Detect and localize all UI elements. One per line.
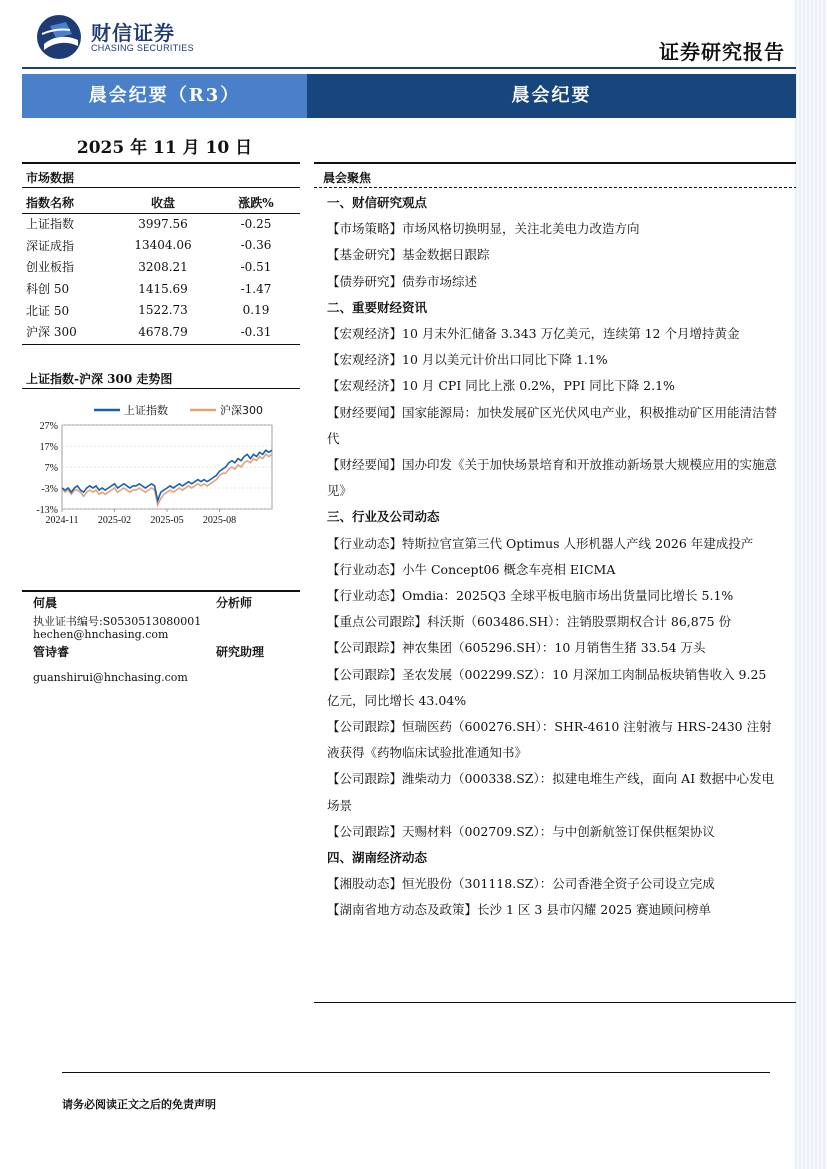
table-cell: 0.19 — [242, 303, 270, 318]
y-tick-label: -13% — [36, 505, 58, 516]
news-item: 【行业动态】Omdia：2025Q3 全球平板电脑市场出货量同比增长 5.1% — [327, 588, 734, 604]
news-item: 【行业动态】特斯拉官宣第三代 Optimus 人形机器人产线 2026 年建成投产 — [327, 535, 754, 551]
analyst-2-role: 研究助理 — [216, 645, 265, 659]
table-cell: -1.47 — [240, 281, 272, 296]
table-cell: -0.25 — [240, 216, 272, 231]
market-data-table — [26, 192, 294, 343]
focus-title: 晨会聚焦 — [323, 171, 372, 185]
news-item: 【公司跟踪】天赐材料（002709.SZ）：与中创新航签订保供框架协议 — [327, 823, 715, 839]
analyst-2-name: 管诗睿 — [33, 645, 70, 659]
chart-section-title: 上证指数-沪深 300 走势图 — [26, 372, 173, 386]
table-cell: 13404.06 — [134, 238, 192, 253]
table-cell: 创业板指 — [26, 260, 75, 275]
table-row — [26, 299, 294, 321]
table-cell: 3208.21 — [138, 259, 188, 274]
report-date: 2025 年 11 月 10 日 — [76, 138, 253, 158]
brand-name-en: CHASING SECURITIES — [91, 43, 194, 53]
news-section-heading: 二、重要财经资讯 — [327, 299, 428, 315]
column-header: 指数名称 — [26, 196, 75, 210]
y-tick-label: 17% — [39, 442, 58, 453]
table-row — [26, 278, 294, 300]
news-section-heading: 一、财信研究观点 — [327, 195, 428, 210]
table-row — [26, 235, 294, 257]
focus-top-rule — [314, 162, 796, 164]
legend-label: 沪深300 — [220, 404, 263, 417]
news-item: 【湖南省地方动态及政策】长沙 1 区 3 县市闪耀 2025 赛迪顾问榜单 — [327, 902, 712, 918]
focus-title-rule — [314, 187, 796, 188]
analyst-2-email[interactable]: guanshirui@hnchasing.com — [33, 671, 188, 684]
x-tick-label: 2025-05 — [150, 515, 184, 526]
column-header: 涨跌% — [238, 196, 274, 210]
report-type-title: 证券研究报告 — [659, 40, 785, 64]
index-trend-chart — [26, 397, 276, 537]
news-section-heading: 三、行业及公司动态 — [327, 509, 440, 525]
table-row — [26, 213, 294, 235]
table-cell: 深证成指 — [26, 238, 75, 253]
column-header: 收盘 — [150, 196, 175, 210]
x-tick-label: 2024-11 — [45, 515, 79, 526]
news-item: 【财经要闻】国办印发《关于加快场景培育和开放推动新场景大规模应用的实施意见》 — [327, 457, 778, 499]
page-side-stripes — [795, 0, 827, 1169]
band-left-title: 晨会纪要（R3） — [22, 74, 307, 118]
table-row — [26, 256, 294, 278]
market-top-rule — [22, 162, 300, 164]
table-cell: 1522.73 — [138, 303, 188, 318]
news-item: 【湘股动态】恒光股份（301118.SZ）：公司香港全资子公司设立完成 — [327, 876, 715, 892]
news-item: 【公司跟踪】圣农发展（002299.SZ）：10 月深加工肉制品板块销售收入 9.25 亿元，同比增长 43.04% — [327, 666, 767, 708]
analyst-1-license: 执业证书编号:S0530513080001 — [33, 615, 202, 628]
news-list — [327, 190, 782, 924]
y-tick-label: 27% — [39, 421, 58, 432]
market-header-rule — [22, 213, 300, 214]
news-item: 【市场策略】市场风格切换明显，关注北美电力改造方向 — [327, 221, 640, 237]
footer-disclaimer: 请务必阅读正文之后的免责声明 — [62, 1098, 216, 1111]
table-cell: -0.51 — [240, 259, 272, 274]
news-item: 【公司跟踪】恒瑞医药（600276.SH）：SHR-4610 注射液与 HRS-2430 注射液获得《药物临床试验批准通知书》 — [327, 719, 772, 761]
table-cell: 科创 50 — [26, 282, 70, 297]
table-cell: 沪深 300 — [26, 325, 77, 340]
series-line-1 — [62, 454, 272, 504]
table-row — [26, 321, 294, 343]
news-item: 【公司跟踪】潍柴动力（000338.SZ）：拟建电堆生产线，面向 AI 数据中心发电场景 — [327, 771, 775, 813]
analyst-1-email[interactable]: hechen@hnchasing.com — [33, 628, 169, 641]
focus-bottom-rule — [314, 1002, 796, 1003]
brand-name-cn: 财信证券 — [91, 21, 175, 45]
chart-title-rule — [22, 388, 300, 389]
table-cell: 1415.69 — [138, 281, 188, 296]
table-cell: -0.36 — [240, 238, 272, 253]
table-header-row — [26, 192, 294, 213]
news-item: 【宏观经济】10 月以美元计价出口同比下降 1.1% — [327, 352, 608, 368]
news-item: 【宏观经济】10 月 CPI 同比上涨 0.2%，PPI 同比下降 2.1% — [327, 378, 675, 394]
table-cell: 上证指数 — [26, 217, 75, 232]
news-item: 【债券研究】债券市场综述 — [327, 273, 478, 289]
market-data-title: 市场数据 — [26, 171, 75, 185]
news-item: 【基金研究】基金数据日跟踪 — [327, 247, 490, 263]
news-item: 【公司跟踪】神农集团（605296.SH）：10 月销售生猪 33.54 万头 — [327, 640, 706, 656]
header-divider — [22, 67, 796, 69]
market-title-rule — [22, 187, 300, 188]
analyst-top-rule — [22, 590, 300, 592]
y-tick-label: 7% — [44, 463, 58, 474]
news-section-heading: 四、湖南经济动态 — [327, 850, 428, 866]
legend-label: 上证指数 — [124, 404, 168, 417]
market-bottom-rule — [22, 344, 300, 345]
analyst-1-name: 何晨 — [33, 596, 58, 610]
table-cell: 4678.79 — [138, 324, 188, 339]
x-tick-label: 2025-02 — [97, 515, 132, 526]
news-item: 【宏观经济】10 月末外汇储备 3.343 万亿美元，连续第 12 个月增持黄金 — [327, 326, 740, 342]
footer-divider — [62, 1072, 770, 1073]
news-item: 【财经要闻】国家能源局：加快发展矿区光伏风电产业，积极推动矿区用能清洁替代 — [327, 404, 778, 446]
analyst-1-role: 分析师 — [216, 596, 253, 610]
y-tick-label: -3% — [41, 484, 58, 495]
band-right-title: 晨会纪要 — [307, 74, 796, 118]
table-cell: 北证 50 — [26, 303, 70, 318]
table-cell: 3997.56 — [138, 216, 188, 231]
news-item: 【行业动态】小牛 Concept06 概念车亮相 EICMA — [327, 561, 616, 577]
news-item: 【重点公司跟踪】科沃斯（603486.SH）：注销股票期权合计 86,875 份 — [327, 614, 732, 630]
x-tick-label: 2025-08 — [202, 515, 237, 526]
table-cell: -0.31 — [240, 324, 272, 339]
